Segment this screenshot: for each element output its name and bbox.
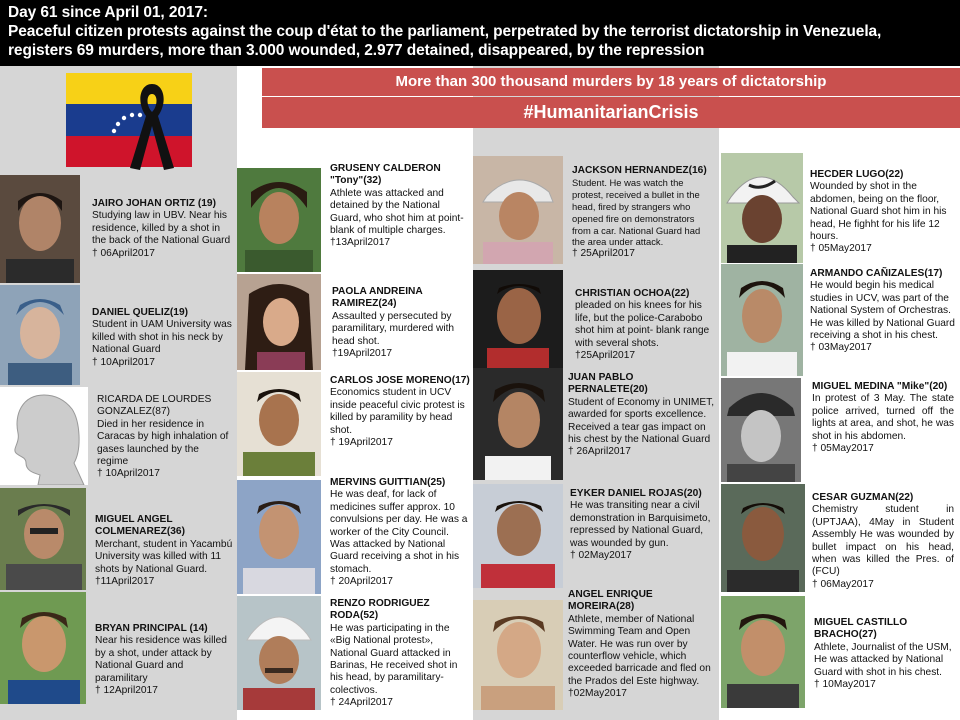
victim-description: He was transiting near a civil demonstration in Barquisimeto, repressed by National Guard, was wounded by gun. <box>570 500 711 549</box>
murders-banner: More than 300 thousand murders by 18 years of dictatorship <box>262 68 960 96</box>
victim-photo <box>237 480 321 594</box>
victim-description: Merchant, student in Yacambú University was killed with 11 shots by National Guard. <box>95 538 233 575</box>
header-line-1: Day 61 since April 01, 2017: <box>8 4 208 21</box>
victim-card <box>814 617 956 691</box>
victim-date: † 05May2017 <box>812 443 874 455</box>
victim-date: † 05May2017 <box>810 243 872 255</box>
victim-name: RICARDA DE LOURDES GONZALEZ(87) <box>97 394 212 418</box>
victim-photo <box>721 153 803 263</box>
victim-silhouette <box>0 387 88 485</box>
victim-photo <box>473 600 563 710</box>
victim-name: GRUSENY CALDERON "Tony"(32) <box>330 163 441 187</box>
victim-photo <box>0 592 86 704</box>
victim-date: † 02May2017 <box>570 550 632 562</box>
victim-description: Chemistry student in (UPTJAA), 4May in Student Assembly He was wounded by bullet impact on his head, when was killed the Pres. of (FCU) <box>812 504 954 578</box>
victim-photo <box>0 175 80 283</box>
victim-name: MERVINS GUITTIAN(25) <box>330 477 446 488</box>
victim-name: CHRISTIAN OCHOA(22) <box>575 288 690 299</box>
header-line-2: Peaceful citizen protests against the coup d'état to the parliament, perpetrated by the terrorist dictatorship in Venezuela, <box>8 23 882 40</box>
victim-card <box>92 198 232 260</box>
victim-name: MIGUEL ANGEL COLMENAREZ(36) <box>95 514 185 538</box>
victim-photo <box>237 372 321 476</box>
victim-photo <box>473 270 563 370</box>
victim-card <box>810 268 958 355</box>
victim-date: † 10May2017 <box>814 679 876 691</box>
victim-description: pleaded on his knees for his life, but the police-Carabobo shot him at point- blank range with several shots. <box>575 300 710 349</box>
victim-card <box>95 514 233 588</box>
victim-description: He was participating in the «Big National protest», National Guard attacked in Barinas, He received shot in his head, by paramilitary-colectivos. <box>330 622 458 696</box>
victim-date: † 25April2017 <box>572 248 635 260</box>
victim-card <box>330 163 470 250</box>
victim-card <box>330 598 470 710</box>
victim-name: ANGEL ENRIQUE MOREIRA(28) <box>568 589 653 613</box>
victim-name: PAOLA ANDREINA RAMIREZ(24) <box>332 286 423 310</box>
header-line-3: registers 69 murders, more than 3.000 wounded, 2.977 detained, disappeared, by the repression <box>8 42 705 59</box>
victim-card <box>812 492 954 591</box>
victim-photo <box>473 156 563 264</box>
victim-photo <box>237 168 321 272</box>
victim-description: Student of Economy in UNIMET, awarded for sports excellence. Received a tear gas impact on his chest by the National Guard <box>568 396 715 446</box>
victim-name: ARMANDO CAÑIZALES(17) <box>810 268 943 279</box>
victim-date: † 06April2017 <box>92 247 155 259</box>
victim-name: HECDER LUGO(22) <box>810 169 904 180</box>
victim-description: In protest of 3 May. The state police arrived, turned off the lights at area, and shot, he was shot in his abdomen. <box>812 393 954 442</box>
victim-date: †25April2017 <box>575 350 636 362</box>
victim-card <box>330 477 470 589</box>
victim-name: RENZO RODRIGUEZ RODA(52) <box>330 598 430 622</box>
victim-date: †13April2017 <box>330 237 391 249</box>
victim-name: MIGUEL CASTILLO BRACHO(27) <box>814 617 908 641</box>
victim-description: Athlete, Journalist of the USM, He was attacked by National Guard with shot in his chest. <box>814 641 952 678</box>
victim-name: JUAN PABLO PERNALETE(20) <box>568 372 648 396</box>
victim-name: JAIRO JOHAN ORTIZ (19) <box>92 198 216 209</box>
victim-card <box>570 488 716 562</box>
victim-name: EYKER DANIEL ROJAS(20) <box>570 488 702 499</box>
victim-name: BRYAN PRINCIPAL (14) <box>95 623 208 634</box>
victim-card <box>568 372 716 459</box>
victim-card <box>572 165 712 261</box>
victim-photo <box>473 484 563 588</box>
victim-card <box>330 375 470 449</box>
victim-card <box>332 286 470 360</box>
victim-card <box>568 589 718 701</box>
victim-description: Athlete, member of National Swimming Team and Open Water. He was run over by counterflow vehicle, which exceeded barricade and fled on the Prados del Este highway. <box>568 613 711 687</box>
victim-photo <box>721 484 805 592</box>
victim-date: †02May2017 <box>568 688 627 700</box>
victim-card <box>810 169 956 256</box>
victim-description: He was deaf, for lack of medicines suffer approx. 10 convulsions per day. He was a worker of the City Council. Was attacked by National Guard receiving a shot in his stomach. <box>330 489 468 575</box>
victim-card <box>812 381 954 455</box>
victim-name: JACKSON HERNANDEZ(16) <box>572 165 707 176</box>
victim-date: † 26April2017 <box>568 446 631 458</box>
victim-date: †11April2017 <box>95 576 155 588</box>
victim-card <box>92 307 232 369</box>
victim-description: Economics student in UCV inside peaceful civic protest is killed by paramility by head shot. <box>330 387 465 436</box>
victim-photo <box>721 596 805 708</box>
victim-photo <box>237 596 321 710</box>
victim-description: Athlete was attacked and detained by the National Guard, who shot him at point-blank of multiple charges. <box>330 187 464 237</box>
victim-photo <box>0 285 80 385</box>
victim-description: Studying law in UBV. Near his residence, killed by a shot in the back of the National Guard <box>92 210 231 247</box>
victim-description: Student. He was watch the protest, received a bullet in the head, fired by strangers who opened fire on demonstrators from a car. National Guard had the area under attack. <box>572 177 701 248</box>
victim-description: He would begin his medical studies in UCV, was part of the National System of Orchestras. He was killed by National Guard receiving a shot in his chest. <box>810 280 955 342</box>
victim-date: † 06May2017 <box>812 578 874 590</box>
victim-name: DANIEL QUELIZ(19) <box>92 307 189 318</box>
victim-date: † 19April2017 <box>330 437 393 449</box>
victim-description: Wounded by shot in the abdomen, being on the floor, National Guard shot him in his head, He fighht for his life 12 hours. <box>810 181 947 243</box>
victim-photo <box>721 378 801 482</box>
victim-card <box>95 623 235 697</box>
hashtag-banner: #HumanitarianCrisis <box>262 97 960 128</box>
victim-card <box>97 394 229 481</box>
victim-name: CESAR GUZMAN(22) <box>812 492 914 503</box>
victim-description: Near his residence was killed by a shot, under attack by National Guard and paramilitary <box>95 635 227 684</box>
victim-card <box>575 288 715 362</box>
victim-date: † 20April2017 <box>330 576 393 588</box>
victim-name: MIGUEL MEDINA "Mike"(20) <box>812 381 948 392</box>
victim-date: † 24April2017 <box>330 697 393 709</box>
mourning-ribbon-icon <box>122 76 182 172</box>
victim-description: Assaulted y persecuted by paramilitary, murdered with head shot. <box>332 310 455 347</box>
victim-date: † 10April2017 <box>92 356 155 368</box>
victim-photo <box>237 274 321 370</box>
victim-photo <box>721 264 803 376</box>
victim-date: † 12April2017 <box>95 685 158 697</box>
victim-description: Student in UAM University was killed with shot in his neck by National Guard <box>92 319 232 356</box>
victim-description: Died in her residence in Caracas by high inhalation of gases launched by the regime <box>97 418 229 468</box>
victim-date: † 10April2017 <box>97 468 160 480</box>
header-bar <box>0 0 960 66</box>
victim-photo <box>0 488 86 590</box>
victim-date: † 03May2017 <box>810 342 872 354</box>
victim-date: †19April2017 <box>332 348 393 360</box>
victim-name: CARLOS JOSE MORENO(17) <box>330 375 470 386</box>
victim-photo <box>473 368 563 480</box>
